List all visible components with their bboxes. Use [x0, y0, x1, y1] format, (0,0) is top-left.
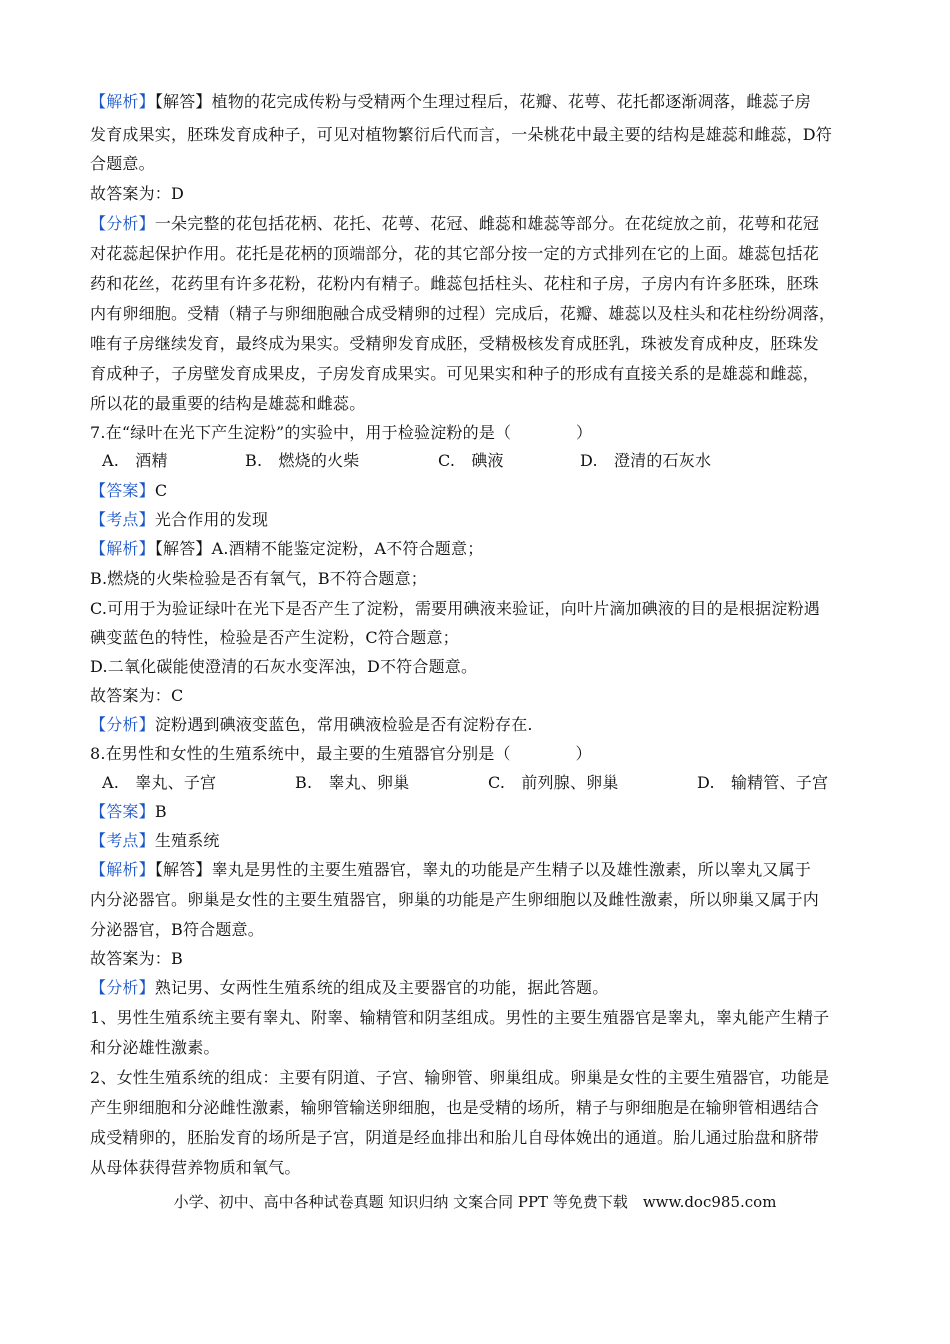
- line-text: 内分泌器官。卵巢是女性的主要生殖器官，卵巢的功能是产生卵细胞以及雌性激素，所以卵巢又属于内: [90, 890, 820, 909]
- option-c: C. 前列腺、卵巢: [488, 773, 619, 792]
- line-text: 光合作用的发现: [154, 510, 269, 529]
- text-line: [90, 92, 865, 112]
- line-text: 对花蕊起保护作用。花托是花柄的顶端部分，花的其它部分按一定的方式排列在它的上面。雄蕊包括花: [90, 244, 820, 263]
- text-line: [90, 1068, 865, 1088]
- line-text: 生殖系统: [154, 831, 220, 850]
- line-text: C: [154, 481, 168, 500]
- option-b: B. 睾丸、卵巢: [295, 773, 410, 792]
- option-a: A. 睾丸、子宫: [102, 773, 217, 792]
- line-text: 内有卵细胞。受精（精子与卵细胞融合成受精卵的过程）完成后，花瓣、雄蕊以及柱头和花柱纷纷凋落，: [90, 304, 836, 323]
- line-text: 故答案为：D: [90, 184, 185, 203]
- text-line: [90, 949, 865, 969]
- text-line: [90, 920, 865, 940]
- line-text: 发育成果实，胚珠发育成种子，可见对植物繁衍后代而言，一朵桃花中最主要的结构是雄蕊和雌蕊，D符: [90, 125, 833, 144]
- text-line: [90, 244, 865, 264]
- line-text: 药和花丝，花药里有许多花粉，花粉内有精子。雌蕊包括柱头、花柱和子房，子房内有许多胚珠，胚珠: [90, 274, 820, 293]
- line-text: 一朵完整的花包括花柄、花托、花萼、花冠、雌蕊和雄蕊等部分。在花绽放之前，花萼和花冠: [154, 214, 820, 233]
- text-line: [90, 184, 865, 204]
- text-line: [90, 1038, 865, 1058]
- text-line: [90, 481, 865, 501]
- text-line: [90, 1158, 865, 1178]
- line-text: 淀粉遇到碘液变蓝色，常用碘液检验是否有淀粉存在.: [154, 715, 533, 734]
- section-tag: 【分析】: [90, 214, 155, 233]
- text-line: [90, 125, 865, 145]
- option-d: D. 澄清的石灰水: [580, 451, 712, 470]
- line-text: 成受精卵的，胚胎发育的场所是子宫，阴道是经血排出和胎儿自母体娩出的通道。胎儿通过胎盘和脐带: [90, 1128, 820, 1147]
- text-line: [90, 686, 865, 706]
- line-text: 故答案为：B: [90, 949, 183, 968]
- line-text: B: [154, 802, 167, 821]
- line-text: 产生卵细胞和分泌雌性激素，输卵管输送卵细胞，也是受精的场所，精子与卵细胞是在输卵管相遇结合: [90, 1098, 820, 1117]
- line-text: 7.在“绿叶在光下产生淀粉”的实验中，用于检验淀粉的是（ ）: [90, 423, 593, 442]
- option-b: B. 燃烧的火柴: [245, 451, 360, 470]
- text-line: [90, 831, 865, 851]
- line-text: 唯有子房继续发育，最终成为果实。受精卵发育成胚，受精极核发育成胚乳，珠被发育成种皮，胚珠发: [90, 334, 820, 353]
- text-line: [90, 890, 865, 910]
- section-tag: 【答案】: [90, 802, 155, 821]
- line-text: 2、女性生殖系统的组成：主要有阴道、子宫、输卵管、卵巢组成。卵巢是女性的主要生殖器官，功能是: [90, 1068, 830, 1087]
- question-8-stem: [90, 744, 865, 764]
- text-line: [90, 657, 865, 677]
- text-line: [90, 628, 865, 648]
- text-line: [90, 1008, 865, 1028]
- text-line: [90, 274, 865, 294]
- section-tag: 【分析】: [90, 978, 155, 997]
- option-c: C. 碘液: [438, 451, 504, 470]
- text-line: [90, 394, 865, 414]
- option-a: A. 酒精: [102, 451, 168, 470]
- text-line: [90, 860, 865, 880]
- line-text: 1、男性生殖系统主要有睾丸、附睾、输精管和阴茎组成。男性的主要生殖器官是睾丸，睾丸能产生精子: [90, 1008, 830, 1027]
- text-line: [90, 510, 865, 530]
- section-tag: 【考点】: [90, 831, 155, 850]
- line-text: 分泌器官，B符合题意。: [90, 920, 264, 939]
- line-text: D.二氧化碳能使澄清的石灰水变浑浊，D不符合题意。: [90, 657, 478, 676]
- line-text: 8.在男性和女性的生殖系统中，最主要的生殖器官分别是（ ）: [90, 744, 592, 763]
- text-line: [90, 364, 865, 384]
- text-line: [90, 599, 865, 619]
- text-line: [90, 304, 865, 324]
- text-line: [90, 1128, 865, 1148]
- section-tag: 【解析】: [90, 539, 155, 558]
- line-text: 育成种子，子房壁发育成果皮，子房发育成果实。可见果实和种子的形成有直接关系的是雄蕊和雌蕊，: [90, 364, 820, 383]
- text-line: [90, 154, 865, 174]
- text-line: [90, 569, 865, 589]
- section-tag: 【解析】: [90, 92, 155, 111]
- option-d: D. 输精管、子宫: [697, 773, 829, 792]
- text-line: [90, 1098, 865, 1118]
- question-7-stem: [90, 423, 865, 443]
- line-text: 所以花的最重要的结构是雄蕊和雌蕊。: [90, 394, 366, 413]
- line-text: 合题意。: [90, 154, 155, 173]
- text-line: [90, 978, 865, 998]
- line-text: 【解答】植物的花完成传粉与受精两个生理过程后，花瓣、花萼、花托都逐渐凋落，雌蕊子房: [154, 92, 812, 111]
- text-line: [90, 802, 865, 822]
- section-tag: 【分析】: [90, 715, 155, 734]
- section-tag: 【考点】: [90, 510, 155, 529]
- line-text: 从母体获得营养物质和氧气。: [90, 1158, 301, 1177]
- line-text: 【解答】A.酒精不能鉴定淀粉，A不符合题意；: [154, 539, 484, 558]
- text-line: [90, 539, 865, 559]
- line-text: 熟记男、女两性生殖系统的组成及主要器官的功能，据此答题。: [154, 978, 609, 997]
- text-line: [90, 715, 865, 735]
- text-line: [90, 214, 865, 234]
- section-tag: 【答案】: [90, 481, 155, 500]
- line-text: 碘变蓝色的特性，检验是否产生淀粉，C符合题意；: [90, 628, 459, 647]
- line-text: 和分泌雄性激素。: [90, 1038, 220, 1057]
- section-tag: 【解析】: [90, 860, 155, 879]
- page-footer: 小学、初中、高中各种试卷真题 知识归纳 文案合同 PPT 等免费下载 www.doc985.com: [173, 1193, 777, 1211]
- line-text: 故答案为：C: [90, 686, 184, 705]
- text-line: [90, 334, 865, 354]
- line-text: C.可用于为验证绿叶在光下是否产生了淀粉，需要用碘液来验证，向叶片滴加碘液的目的是根据淀粉遇: [90, 599, 820, 618]
- line-text: B.燃烧的火柴检验是否有氧气，B不符合题意；: [90, 569, 428, 588]
- line-text: 【解答】睾丸是男性的主要生殖器官，睾丸的功能是产生精子以及雄性激素，所以睾丸又属于: [154, 860, 812, 879]
